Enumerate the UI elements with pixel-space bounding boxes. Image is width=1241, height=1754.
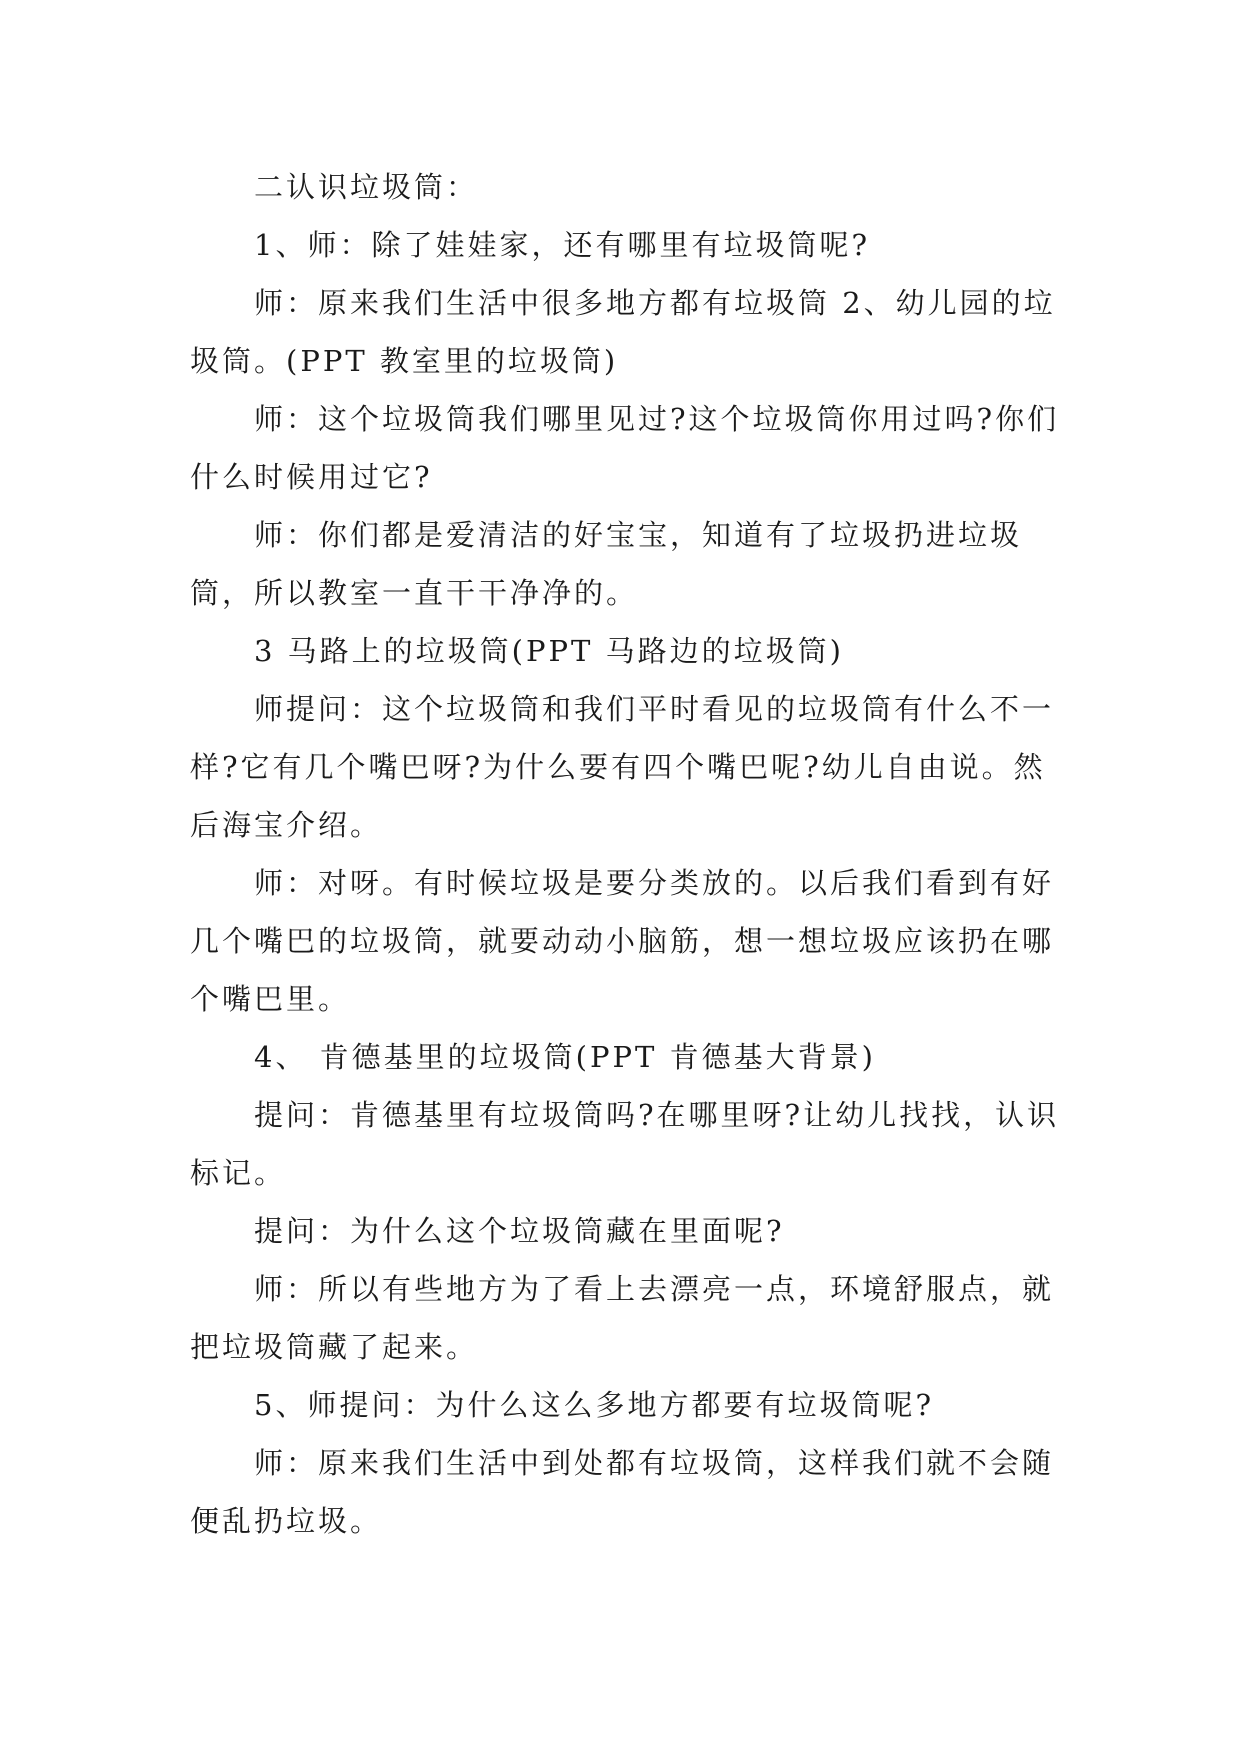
paragraph-11: 师：所以有些地方为了看上去漂亮一点，环境舒服点，就把垃圾筒藏了起来。 bbox=[190, 1272, 1055, 1364]
document-body bbox=[190, 158, 1060, 1550]
paragraph-3: 师：这个垃圾筒我们哪里见过?这个垃圾筒你用过吗?你们什么时候用过它? bbox=[190, 402, 1060, 494]
paragraph-2: 师：原来我们生活中很多地方都有垃圾筒 2、幼儿园的垃圾筒。(PPT 教室里的垃圾筒) bbox=[190, 286, 1056, 378]
paragraph-section-heading: 二认识垃圾筒： bbox=[254, 170, 479, 204]
paragraph-5: 3 马路上的垃圾筒(PPT 马路边的垃圾筒) bbox=[254, 634, 844, 668]
paragraph-6: 师提问：这个垃圾筒和我们平时看见的垃圾筒有什么不一样?它有几个嘴巴呀?为什么要有四个嘴巴呢?幼儿自由说。然后海宝介绍。 bbox=[190, 692, 1055, 842]
paragraph-13: 师：原来我们生活中到处都有垃圾筒，这样我们就不会随便乱扔垃圾。 bbox=[190, 1446, 1055, 1538]
paragraph-10: 提问：为什么这个垃圾筒藏在里面呢? bbox=[254, 1214, 785, 1248]
paragraph-12: 5、师提问：为什么这么多地方都要有垃圾筒呢? bbox=[254, 1388, 934, 1422]
paragraph-8: 4、 肯德基里的垃圾筒(PPT 肯德基大背景) bbox=[254, 1040, 876, 1074]
paragraph-9: 提问：肯德基里有垃圾筒吗?在哪里呀?让幼儿找找，认识标记。 bbox=[190, 1098, 1060, 1190]
paragraph-4: 师：你们都是爱清洁的好宝宝，知道有了垃圾扔进垃圾筒，所以教室一直干干净净的。 bbox=[190, 518, 1023, 610]
paragraph-7: 师：对呀。有时候垃圾是要分类放的。以后我们看到有好几个嘴巴的垃圾筒，就要动动小脑筋，想一想垃圾应该扔在哪个嘴巴里。 bbox=[190, 866, 1055, 1016]
paragraph-1: 1、师：除了娃娃家，还有哪里有垃圾筒呢? bbox=[254, 228, 870, 262]
